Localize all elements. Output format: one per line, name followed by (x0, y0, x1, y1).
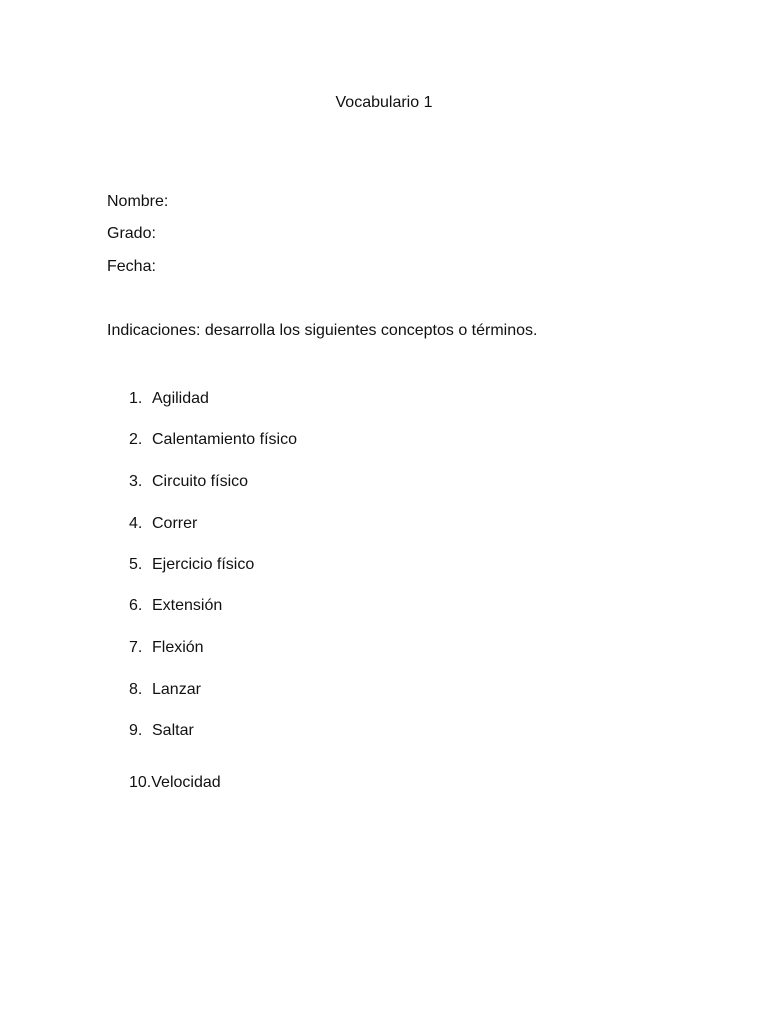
name-label: Nombre: (107, 193, 169, 210)
list-item (129, 389, 209, 409)
item-number: 10. (129, 774, 152, 791)
date-label: Fecha: (107, 258, 156, 275)
item-term: Calentamiento físico (152, 431, 297, 448)
item-number: 7. (129, 639, 143, 656)
list-item (129, 555, 254, 575)
grade-label: Grado: (107, 225, 156, 242)
item-term: Agilidad (152, 390, 209, 407)
item-number: 6. (129, 597, 143, 614)
item-term: Flexión (152, 639, 204, 656)
list-item (129, 773, 221, 793)
list-item (129, 596, 222, 616)
item-term: Extensión (152, 597, 223, 614)
item-number: 4. (129, 515, 143, 532)
item-term: Velocidad (151, 774, 221, 791)
item-term: Correr (152, 515, 198, 532)
list-item (129, 638, 204, 658)
item-number: 1. (129, 390, 143, 407)
instructions-text: Indicaciones: desarrolla los siguientes conceptos o términos. (107, 322, 538, 339)
item-number: 3. (129, 473, 143, 490)
item-term: Lanzar (152, 681, 201, 698)
list-item (129, 680, 201, 700)
item-number: 2. (129, 431, 143, 448)
item-number: 8. (129, 681, 143, 698)
document-title: Vocabulario 1 (335, 94, 433, 111)
list-item (129, 721, 194, 741)
item-term: Circuito físico (152, 473, 249, 490)
item-number: 9. (129, 722, 143, 739)
item-term: Ejercicio físico (152, 556, 255, 573)
item-term: Saltar (152, 722, 194, 739)
item-number: 5. (129, 556, 143, 573)
list-item (129, 514, 197, 534)
list-item (129, 472, 248, 492)
list-item (129, 430, 297, 450)
